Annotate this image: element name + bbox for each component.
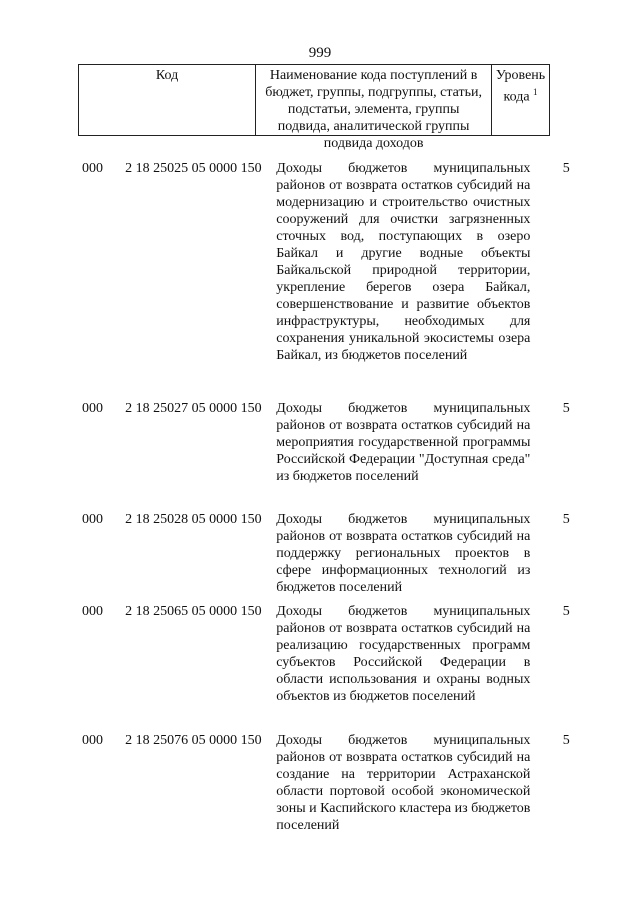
row-name: Доходы бюджетов муниципальных районов от возврата остатков субсидий на создание на территории Астраханской области портовой особой экономической зоны и Каспийского кластера из бюджетов поселений: [276, 733, 531, 833]
table-body: [82, 160, 602, 843]
header-code: Код: [79, 65, 256, 135]
row-admin-code: 000: [82, 401, 103, 416]
header-level-label: Уровень кода: [495, 68, 546, 105]
table-header: [78, 64, 550, 151]
table-row: [82, 603, 602, 732]
header-name: Наименование кода поступлений в бюджет, группы, подгруппы, статьи, подстатьи, элемента, группы подвида, аналитической группы подвида доходов: [256, 65, 492, 135]
row-name: Доходы бюджетов муниципальных районов от возврата остатков субсидий на реализацию государственных программ субъектов Российской Федерации в области использования и охраны водных объектов из бюджетов поселений: [276, 604, 531, 704]
row-level: 5: [562, 733, 570, 748]
table-row: [82, 511, 602, 603]
row-level: 5: [562, 401, 570, 416]
row-admin-code: 000: [82, 604, 103, 619]
table-row: [82, 732, 602, 843]
row-kbk-code: 2 18 25027 05 0000 150: [125, 401, 262, 416]
row-level: 5: [562, 512, 570, 527]
row-kbk-code: 2 18 25065 05 0000 150: [125, 604, 262, 619]
table-row: [82, 160, 602, 400]
row-kbk-code: 2 18 25025 05 0000 150: [125, 161, 262, 176]
row-admin-code: 000: [82, 512, 103, 527]
row-name: Доходы бюджетов муниципальных районов от возврата остатков субсидий на мероприятия государственной программы Российской Федерации "Доступная среда" из бюджетов поселений: [276, 401, 531, 484]
table-row: [82, 400, 602, 511]
row-name: Доходы бюджетов муниципальных районов от возврата остатков субсидий на модернизацию и строительство очистных сооружений для очистки загрязненных сточных вод, поступающих в озеро Байкал и другие водные объекты Байкальской природной территории, укрепление берегов озера Байкал, совершенствование и развитие объектов инфраструктуры, необходимых для сохранения уникальной экосистемы озера Байкал, из бюджетов поселений: [276, 161, 531, 363]
header-level-footnote: 1: [533, 87, 538, 97]
row-kbk-code: 2 18 25028 05 0000 150: [125, 512, 262, 527]
page-number: 999: [308, 45, 332, 61]
row-level: 5: [562, 604, 570, 619]
row-admin-code: 000: [82, 733, 103, 748]
row-name: Доходы бюджетов муниципальных районов от возврата остатков субсидий на поддержку региональных проектов в сфере информационных технологий из бюджетов поселений: [276, 512, 531, 595]
row-level: 5: [562, 161, 570, 176]
row-kbk-code: 2 18 25076 05 0000 150: [125, 733, 262, 748]
header-level: [492, 65, 549, 135]
row-admin-code: 000: [82, 161, 103, 176]
